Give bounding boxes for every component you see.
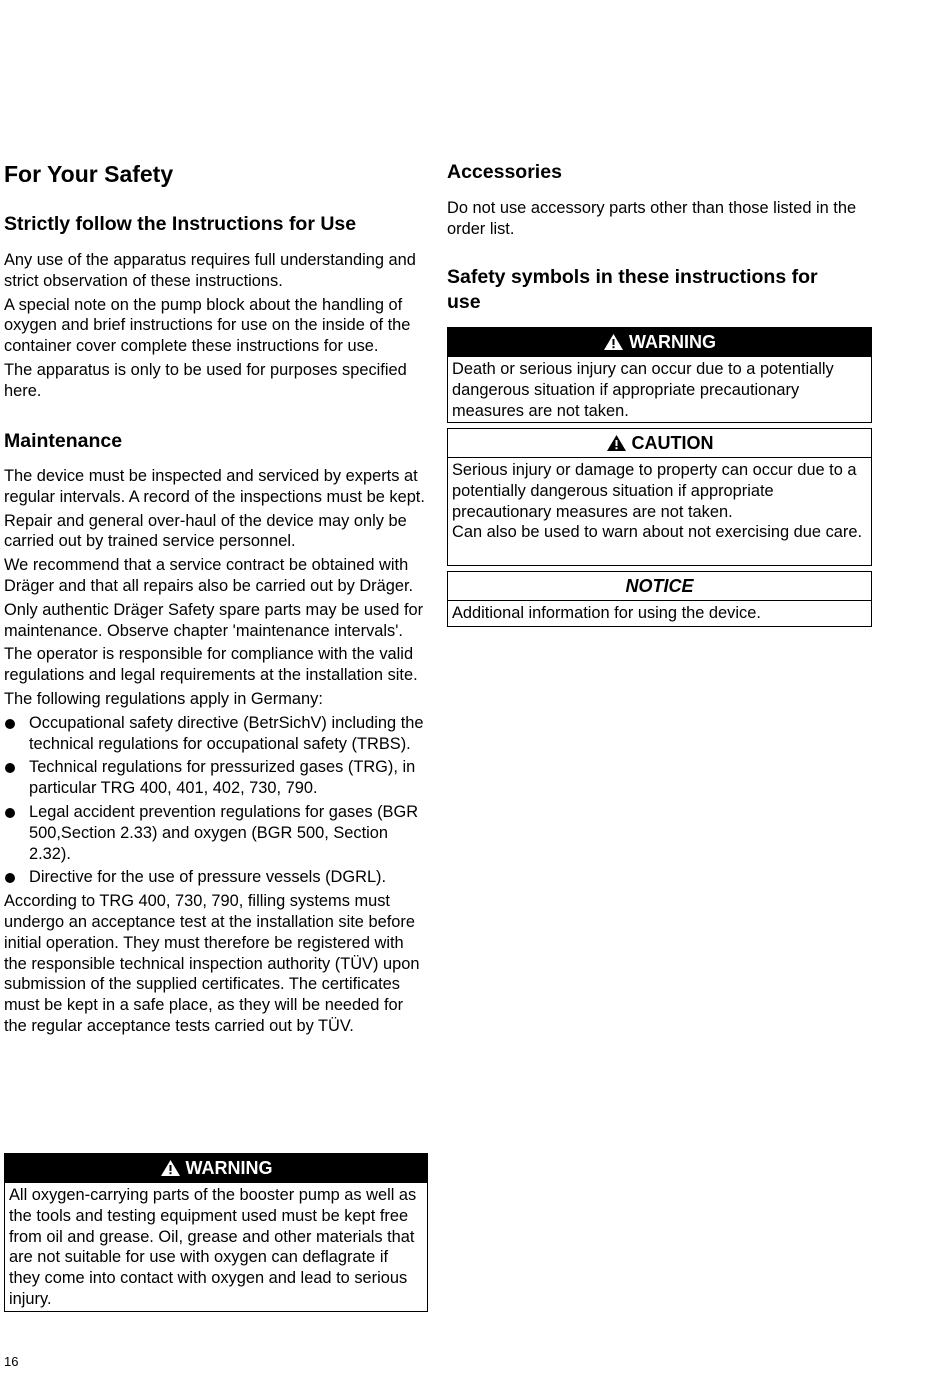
paragraph: The device must be inspected and serviced by experts at regular intervals. A record of the inspections must be kept. — [4, 467, 425, 506]
paragraph: The operator is responsible for compliance with the valid regulations and legal requirements at the installation site. — [4, 645, 418, 685]
paragraph: A special note on the pump block about the handling of oxygen and brief instructions for use on the inside of the container cover complete these instructions for use. — [4, 295, 411, 356]
page-number: 16 — [4, 1354, 19, 1369]
notice-label: NOTICE — [625, 575, 694, 596]
paragraph: According to TRG 400, 730, 790, filling systems must undergo an acceptance test at the installation site before initial operation. They must therefore be registered with the responsible technical inspection authority (TÜV) upon submission of the supplied certificates. The certificates must be kept in a safe place, as they will be needed for the regular acceptance tests carried out by TÜV. — [4, 892, 420, 1035]
list-item: Directive for the use of pressure vessels (DGRL). — [4, 867, 428, 888]
accessories-heading: Accessories — [447, 161, 562, 183]
warning-label: WARNING — [185, 1157, 273, 1178]
paragraph: The following regulations apply in Germany: — [4, 689, 323, 708]
instructions-heading: Strictly follow the Instructions for Use — [4, 213, 357, 235]
paragraph: Do not use accessory parts other than those listed in the order list. — [447, 199, 857, 238]
warning-box-header — [5, 1154, 427, 1183]
warning-triangle-icon — [606, 434, 627, 452]
paragraph: Repair and general over-haul of the device may only be carried out by trained service personnel. — [4, 511, 407, 551]
list-item: Technical regulations for pressurized gases (TRG), in particular TRG 400, 401, 402, 730, 790. — [4, 757, 428, 799]
paragraph: We recommend that a service contract be obtained with Dräger and that all repairs also be carried out by Dräger. — [4, 556, 414, 595]
warning-triangle-icon — [160, 1159, 181, 1177]
maintenance-body — [4, 466, 428, 1037]
warning-symbol-header — [448, 328, 871, 357]
instructions-body — [4, 250, 428, 402]
list-item: Occupational safety directive (BetrSichV) including the technical regulations for occupational safety (TRBS). — [4, 713, 428, 755]
bullet-dot-icon — [5, 763, 15, 773]
notice-symbol-box — [447, 571, 872, 627]
warning-box-body — [5, 1183, 427, 1313]
bullet-dot-icon — [5, 808, 15, 818]
warning-label: WARNING — [629, 331, 716, 352]
maintenance-heading: Maintenance — [4, 430, 123, 452]
bullet-dot-icon — [5, 873, 15, 883]
symbols-heading: Safety symbols in these instructions for use — [447, 266, 818, 313]
paragraph: The apparatus is only to be used for purposes specified here. — [4, 360, 407, 400]
paragraph: Any use of the apparatus requires full understanding and strict observation of these instructions. — [4, 251, 416, 290]
notice-symbol-body — [448, 601, 871, 627]
warning-triangle-icon — [603, 333, 624, 351]
notice-text: Additional information for using the device. — [452, 604, 761, 622]
accessories-body — [447, 198, 872, 240]
page-title: For Your Safety — [4, 161, 174, 187]
notice-symbol-header — [448, 572, 871, 601]
caution-label: CAUTION — [631, 432, 714, 453]
list-item: Legal accident prevention regulations for gases (BGR 500,Section 2.33) and oxygen (BGR 500, Section 2.32). — [4, 802, 428, 864]
paragraph: Only authentic Dräger Safety spare parts may be used for maintenance. Observe chapter 'maintenance intervals'. — [4, 600, 424, 640]
caution-symbol-body — [448, 458, 871, 546]
bullet-dot-icon — [5, 719, 15, 729]
caution-text: Can also be used to warn about not exercising due care. — [452, 523, 863, 542]
regulations-list — [4, 713, 428, 888]
warning-symbol-box — [447, 327, 872, 423]
warning-symbol-body — [448, 357, 871, 424]
warning-text: Death or serious injury can occur due to a potentially dangerous situation if appropriate precautionary measures are not taken. — [452, 360, 834, 420]
caution-symbol-box — [447, 428, 872, 566]
warning-text: All oxygen-carrying parts of the booster pump as well as the tools and testing equipment used must be kept free from oil and grease. Oil, grease and other materials that are not suitable for use with oxygen can deflagrate if they come into contact with oxygen and lead to serious injury. — [9, 1186, 417, 1308]
warning-box — [4, 1153, 428, 1312]
caution-symbol-header — [448, 429, 871, 458]
caution-text: Serious injury or damage to property can occur due to a potentially dangerous situation if appropriate precautionary measures are not taken. — [452, 461, 857, 521]
